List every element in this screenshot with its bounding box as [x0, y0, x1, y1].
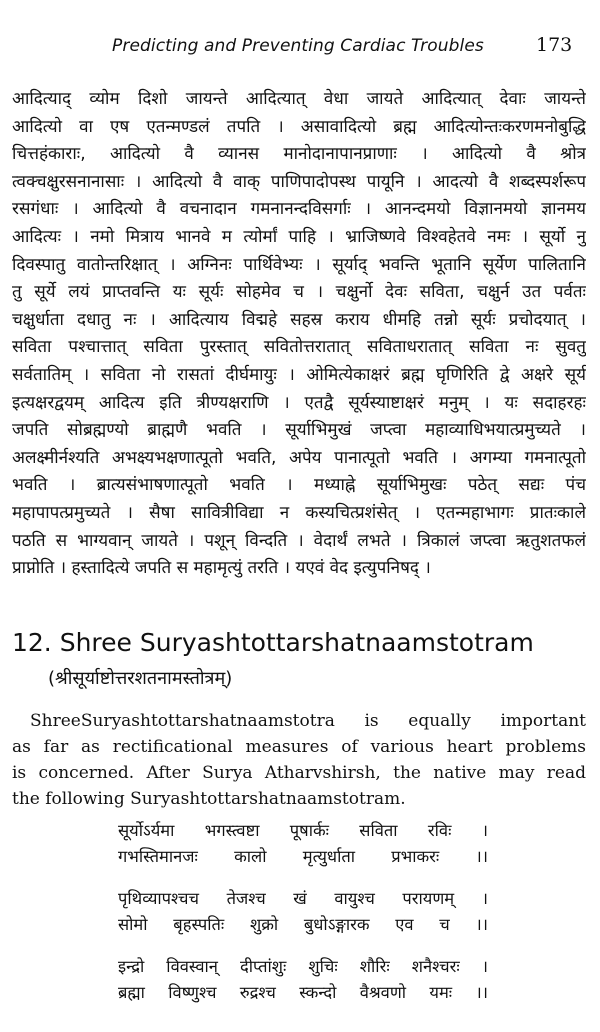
section-heading: 12. Shree Suryashtottarshatnaamstotram — [12, 628, 534, 657]
sanskrit-line: पठति स भाग्यवान् जायते । पशून् विन्दति । वेदार्थं लभते । त्रिकालं जप्त्वा ऋतुशतफलं — [12, 530, 586, 551]
sanskrit-line: आदित्यो वा एष एतन्मण्डलं तपति । असावादित्यो ब्रह्म आदित्योन्तःकरणमनोबुद्धि — [12, 116, 586, 137]
verse — [118, 886, 488, 938]
intro-line: ShreeSuryashtottarshatnaamstotra is equally important — [30, 711, 586, 731]
verse-line: सोमो बृहस्पतिः शुक्रो बुधोऽङ्गारक एव च ।। — [118, 915, 488, 934]
sanskrit-line: प्राप्नोति । हस्तादित्ये जपति स महामृत्युं तरति । यएवं वेद इत्युपनिषद् । — [12, 558, 431, 579]
sanskrit-line: दिवस्पातु वातोन्तरिक्षात् । अग्निनः पार्थिवेभ्यः । सूर्याद् भवन्ति भूतानि सूर्येण पालितानि — [12, 254, 586, 275]
sanskrit-line: त्वक्चक्षुरसनानासाः । आदित्यो वै वाक् पाणिपादोपस्थ पायूनि । आदत्यो वै शब्दस्पर्शरूप — [12, 171, 586, 192]
sanskrit-line: चक्षुर्धाता दधातु नः । आदित्याय विद्महे सहस्र कराय धीमहि तन्नो सूर्यः प्रचोदयात् । — [12, 309, 586, 330]
intro-line: the following Suryashtottarshatnaamstotram. — [12, 789, 406, 809]
sanskrit-line: भवति । ब्रात्यसंभाषणात्पूतो भवति । मध्याह्ने सूर्याभिमुखः पठेत् सद्यः पंच — [12, 475, 586, 496]
intro-line: is concerned. After Surya Atharvshirsh, the native may read — [12, 763, 586, 783]
sanskrit-line: चित्तहंकाराः, आदित्यो वै व्यानस मानोदानापानप्राणाः । आदित्यो वै श्रोत्र — [12, 144, 586, 165]
sanskrit-line: तु सूर्ये लयं प्राप्तवन्ति यः सूर्यः सोहमेव च । चक्षुर्नो देवः सविता, चक्षुर्न उत पर्वतः — [12, 282, 586, 303]
page-number: 173 — [536, 34, 573, 56]
verse-line: सूर्योऽर्यमा भगस्त्वष्टा पूषार्कः सविता रविः । — [118, 821, 488, 840]
intro-line: as far as rectificational measures of various heart problems — [12, 737, 586, 757]
section-subheading: (श्रीसूर्याष्टोत्तरशतनामस्तोत्रम्) — [48, 668, 233, 689]
sanskrit-passage — [12, 86, 586, 583]
sanskrit-line: आदित्यः । नमो मित्राय भानवे म त्योर्मां पाहि । भ्राजिष्णवे विश्वहेतवे नमः । सूर्यो नु — [12, 226, 586, 247]
verse-line: इन्द्रो विवस्वान् दीप्तांशुः शुचिः शौरिः शनैश्चरः । — [118, 957, 488, 976]
running-title: Predicting and Preventing Cardiac Troubles — [112, 36, 484, 56]
intro-paragraph — [12, 708, 586, 812]
verse-line: ब्रह्मा विष्णुश्च रुद्रश्च स्कन्दो वैश्रवणो यमः ।। — [118, 983, 488, 1002]
page-header — [0, 34, 600, 64]
sanskrit-line: जपति सोब्रह्मण्यो ब्राह्मणै भवति । सूर्याभिमुखं जप्त्वा महाव्याधिभयात्प्रमुच्यते । — [12, 420, 586, 441]
sanskrit-line: सर्वतातिम् । सविता नो रासतां दीर्घमायुः । ओमित्येकाक्षरं ब्रह्म घृणिरिति द्वे अक्षरे सूर्य — [12, 364, 586, 385]
verse-line: पृथिव्यापश्चच तेजश्च खं वायुश्च परायणम् । — [118, 889, 488, 908]
sanskrit-line: रसगंधाः । आदित्यो वै वचनादान गमनानन्दविसर्गाः । आनन्दमयो विज्ञानमयो ज्ञानमय — [12, 199, 586, 220]
verse — [118, 954, 488, 1006]
sanskrit-line: महापापत्प्रमुच्यते । सैषा सावित्रीविद्या न कस्यचित्प्रशंसेत् । एतन्महाभागः प्रातःकाले — [12, 502, 586, 523]
sanskrit-line: इत्यक्षरद्वयम् आदित्य इति त्रीण्यक्षराणि । एतद्वै सूर्यस्याष्टाक्षरं मनुम् । यः सदाहरहः — [12, 392, 586, 413]
verse — [118, 818, 488, 870]
sanskrit-line: सविता पश्चात्तात् सविता पुरस्तात् सवितोत्तरातात् सविताधरातात् सविता नः सुवतु — [12, 337, 586, 358]
verse-line: गभस्तिमानजः कालो मृत्युर्धाता प्रभाकरः ।। — [118, 847, 488, 866]
sanskrit-line: अलक्ष्मीर्नश्यति अभक्ष्यभक्षणात्पूतो भवति, अपेय पानात्पूतो भवति । अगम्या गमनात्पूतो — [12, 447, 586, 468]
stotram-verses — [118, 818, 488, 1022]
sanskrit-line: आदित्याद् व्योम दिशो जायन्ते आदित्यात् वेधा जायते आदित्यात् देवाः जायन्ते — [12, 89, 586, 109]
